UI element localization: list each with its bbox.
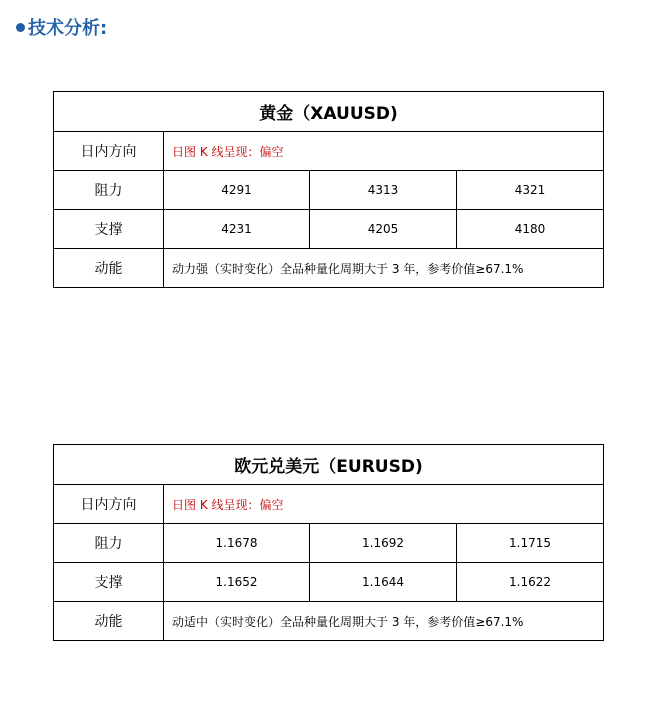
support-value: 4231 xyxy=(164,210,310,249)
resistance-label: 阻力 xyxy=(54,524,164,563)
momentum-row xyxy=(54,602,604,641)
direction-row xyxy=(54,132,604,171)
support-value: 1.1644 xyxy=(310,563,457,602)
section-heading-text: 技术分析: xyxy=(28,18,108,39)
direction-label: 日内方向 xyxy=(54,132,164,171)
direction-label: 日内方向 xyxy=(54,485,164,524)
table-title: 欧元兑美元（EURUSD) xyxy=(54,445,604,485)
resistance-value: 1.1678 xyxy=(164,524,310,563)
momentum-value: 动力强（实时变化）全品种量化周期大于 3 年，参考价值≥67.1% xyxy=(164,249,604,288)
resistance-value: 4313 xyxy=(310,171,457,210)
support-row xyxy=(54,563,604,602)
support-row xyxy=(54,210,604,249)
momentum-value: 动适中（实时变化）全品种量化周期大于 3 年，参考价值≥67.1% xyxy=(164,602,604,641)
resistance-value: 4321 xyxy=(457,171,604,210)
direction-row xyxy=(54,485,604,524)
gold-analysis-table xyxy=(53,91,604,288)
support-value: 4205 xyxy=(310,210,457,249)
direction-value: 日图 K 线呈现：偏空 xyxy=(164,132,604,171)
bullet-icon xyxy=(16,23,25,32)
section-heading xyxy=(16,14,107,40)
resistance-value: 1.1715 xyxy=(457,524,604,563)
resistance-label: 阻力 xyxy=(54,171,164,210)
support-value: 4180 xyxy=(457,210,604,249)
momentum-row xyxy=(54,249,604,288)
table-title-row xyxy=(54,92,604,132)
table-title-row xyxy=(54,445,604,485)
resistance-row xyxy=(54,524,604,563)
resistance-value: 4291 xyxy=(164,171,310,210)
support-value: 1.1652 xyxy=(164,563,310,602)
direction-value: 日图 K 线呈现：偏空 xyxy=(164,485,604,524)
support-value: 1.1622 xyxy=(457,563,604,602)
eurusd-analysis-table xyxy=(53,444,604,641)
support-label: 支撑 xyxy=(54,563,164,602)
momentum-label: 动能 xyxy=(54,249,164,288)
table-title: 黄金（XAUUSD) xyxy=(54,92,604,132)
resistance-value: 1.1692 xyxy=(310,524,457,563)
momentum-label: 动能 xyxy=(54,602,164,641)
resistance-row xyxy=(54,171,604,210)
support-label: 支撑 xyxy=(54,210,164,249)
